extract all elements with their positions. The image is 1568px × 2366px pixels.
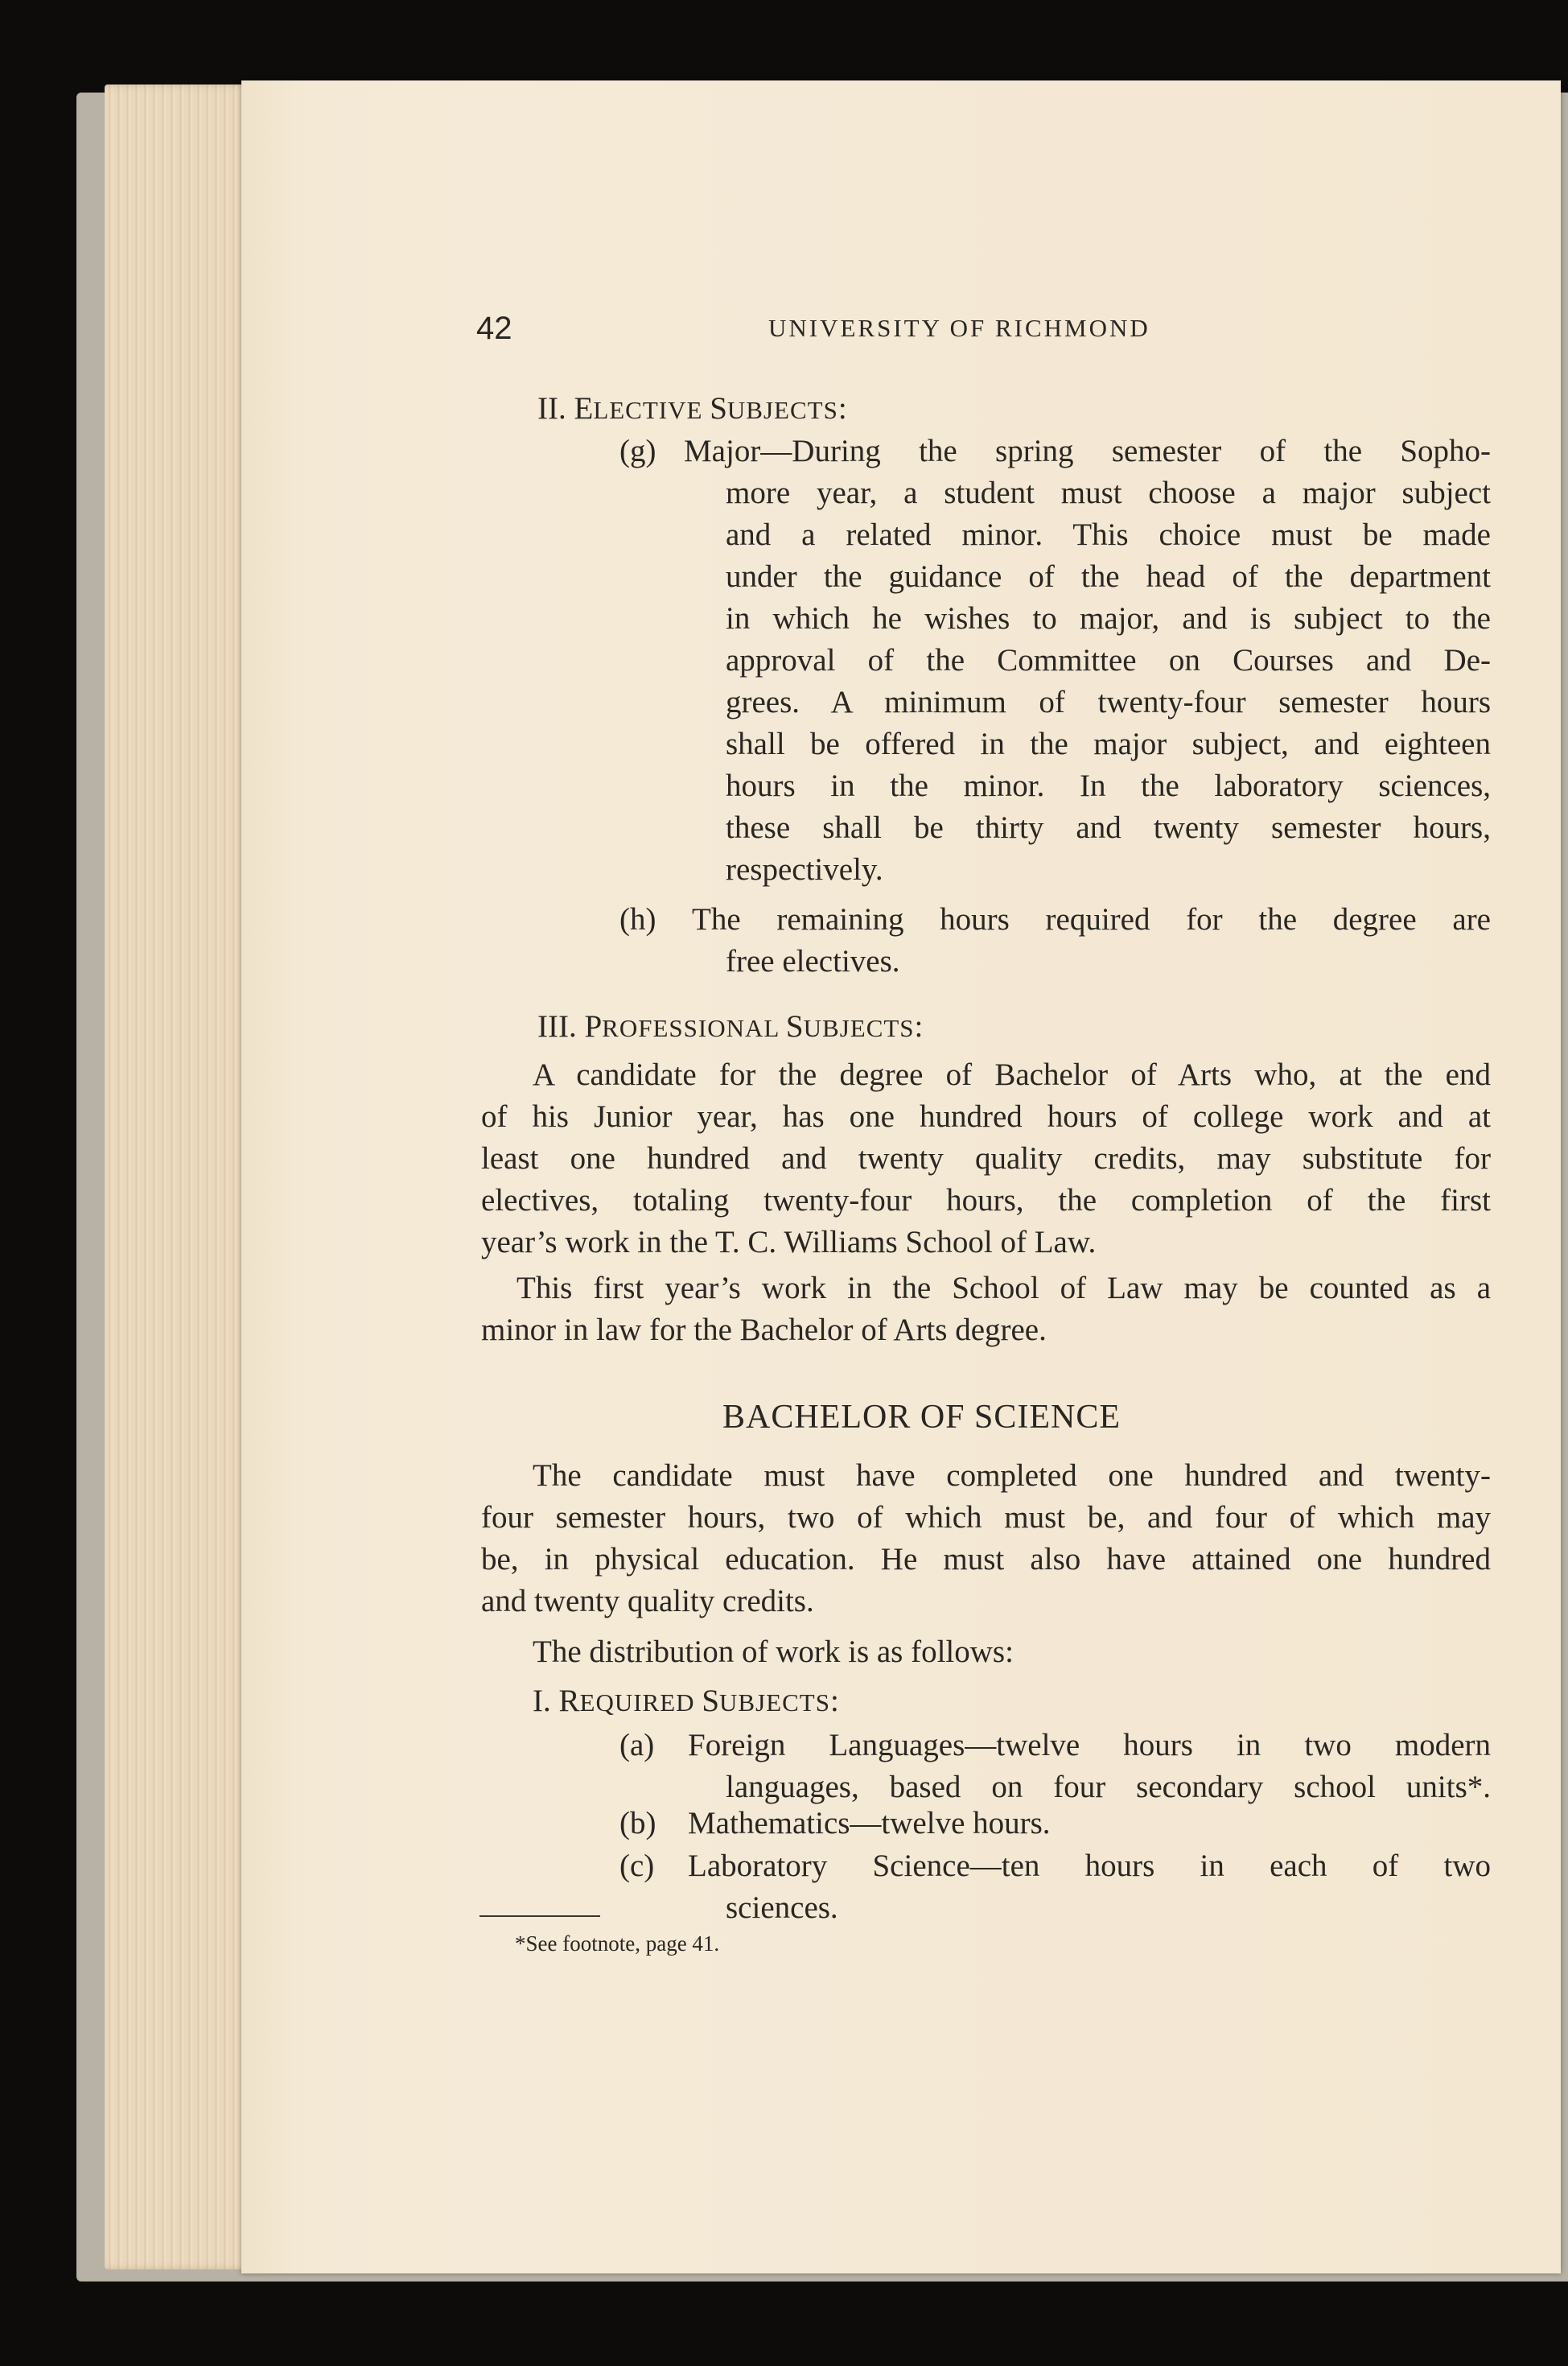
paragraph-line: electives, totaling twenty-four hours, the completion of the first <box>481 1183 1491 1218</box>
item-h-line: The remaining hours required for the degree are <box>692 902 1491 937</box>
item-label-h: (h) <box>619 902 656 937</box>
item-label-g: (g) <box>619 434 656 468</box>
item-g-line: in which he wishes to major, and is subject to the <box>726 601 1491 636</box>
item-g-line: Major—During the spring semester of the Sopho- <box>684 434 1491 468</box>
item-g-line: grees. A minimum of twenty-four semester hours <box>726 685 1491 719</box>
item-label-c: (c) <box>619 1849 655 1883</box>
item-a-line: Foreign Languages—twelve hours in two modern <box>688 1728 1491 1762</box>
paragraph-line: and twenty quality credits. <box>481 1584 814 1618</box>
page-number: 42 <box>476 311 512 346</box>
item-g-line: and a related minor. This choice must be made <box>726 517 1491 552</box>
item-h-line: free electives. <box>726 944 900 979</box>
item-g-line: under the guidance of the head of the department <box>726 559 1491 594</box>
elective-heading: II. ELECTIVE SUBJECTS: <box>537 391 847 426</box>
footnote-rule <box>479 1915 600 1917</box>
paragraph-line: A candidate for the degree of Bachelor of Arts who, at the end <box>533 1057 1491 1092</box>
item-label-b: (b) <box>619 1806 656 1840</box>
item-g-line: respectively. <box>726 852 883 887</box>
item-g-line: more year, a student must choose a major subject <box>726 476 1491 510</box>
item-a-line: languages, based on four secondary school units*. <box>726 1770 1491 1804</box>
item-b-line: Mathematics—twelve hours. <box>688 1806 1051 1840</box>
running-head: UNIVERSITY OF RICHMOND <box>768 314 1150 342</box>
paragraph-line: year’s work in the T. C. Williams School of Law. <box>481 1225 1097 1259</box>
paragraph-line: The candidate must have completed one hundred and twenty- <box>533 1458 1491 1493</box>
required-heading: I. REQUIRED SUBJECTS: <box>533 1684 839 1718</box>
paragraph-line: least one hundred and twenty quality credits, may substitute for <box>481 1141 1491 1176</box>
paragraph-line: four semester hours, two of which must be, and four of which may <box>481 1500 1491 1535</box>
professional-heading: III. PROFESSIONAL SUBJECTS: <box>537 1009 924 1044</box>
paragraph-line: minor in law for the Bachelor of Arts degree. <box>481 1313 1047 1347</box>
footnote: *See footnote, page 41. <box>515 1931 720 1956</box>
paragraph-line: be, in physical education. He must also have attained one hundred <box>481 1542 1491 1577</box>
section-title: BACHELOR OF SCIENCE <box>722 1399 1121 1436</box>
item-c-line: Laboratory Science—ten hours in each of two <box>688 1849 1491 1883</box>
item-g-line: approval of the Committee on Courses and De- <box>726 643 1491 678</box>
paragraph-line: This first year’s work in the School of Law may be counted as a <box>516 1271 1491 1305</box>
item-g-line: shall be offered in the major subject, and eighteen <box>726 727 1491 761</box>
item-g-line: these shall be thirty and twenty semester hours, <box>726 810 1491 845</box>
item-g-line: hours in the minor. In the laboratory sciences, <box>726 769 1491 803</box>
paragraph-line: of his Junior year, has one hundred hours of college work and at <box>481 1099 1491 1134</box>
item-label-a: (a) <box>619 1728 655 1762</box>
item-c-line: sciences. <box>726 1890 838 1925</box>
paragraph-line: The distribution of work is as follows: <box>533 1634 1014 1669</box>
